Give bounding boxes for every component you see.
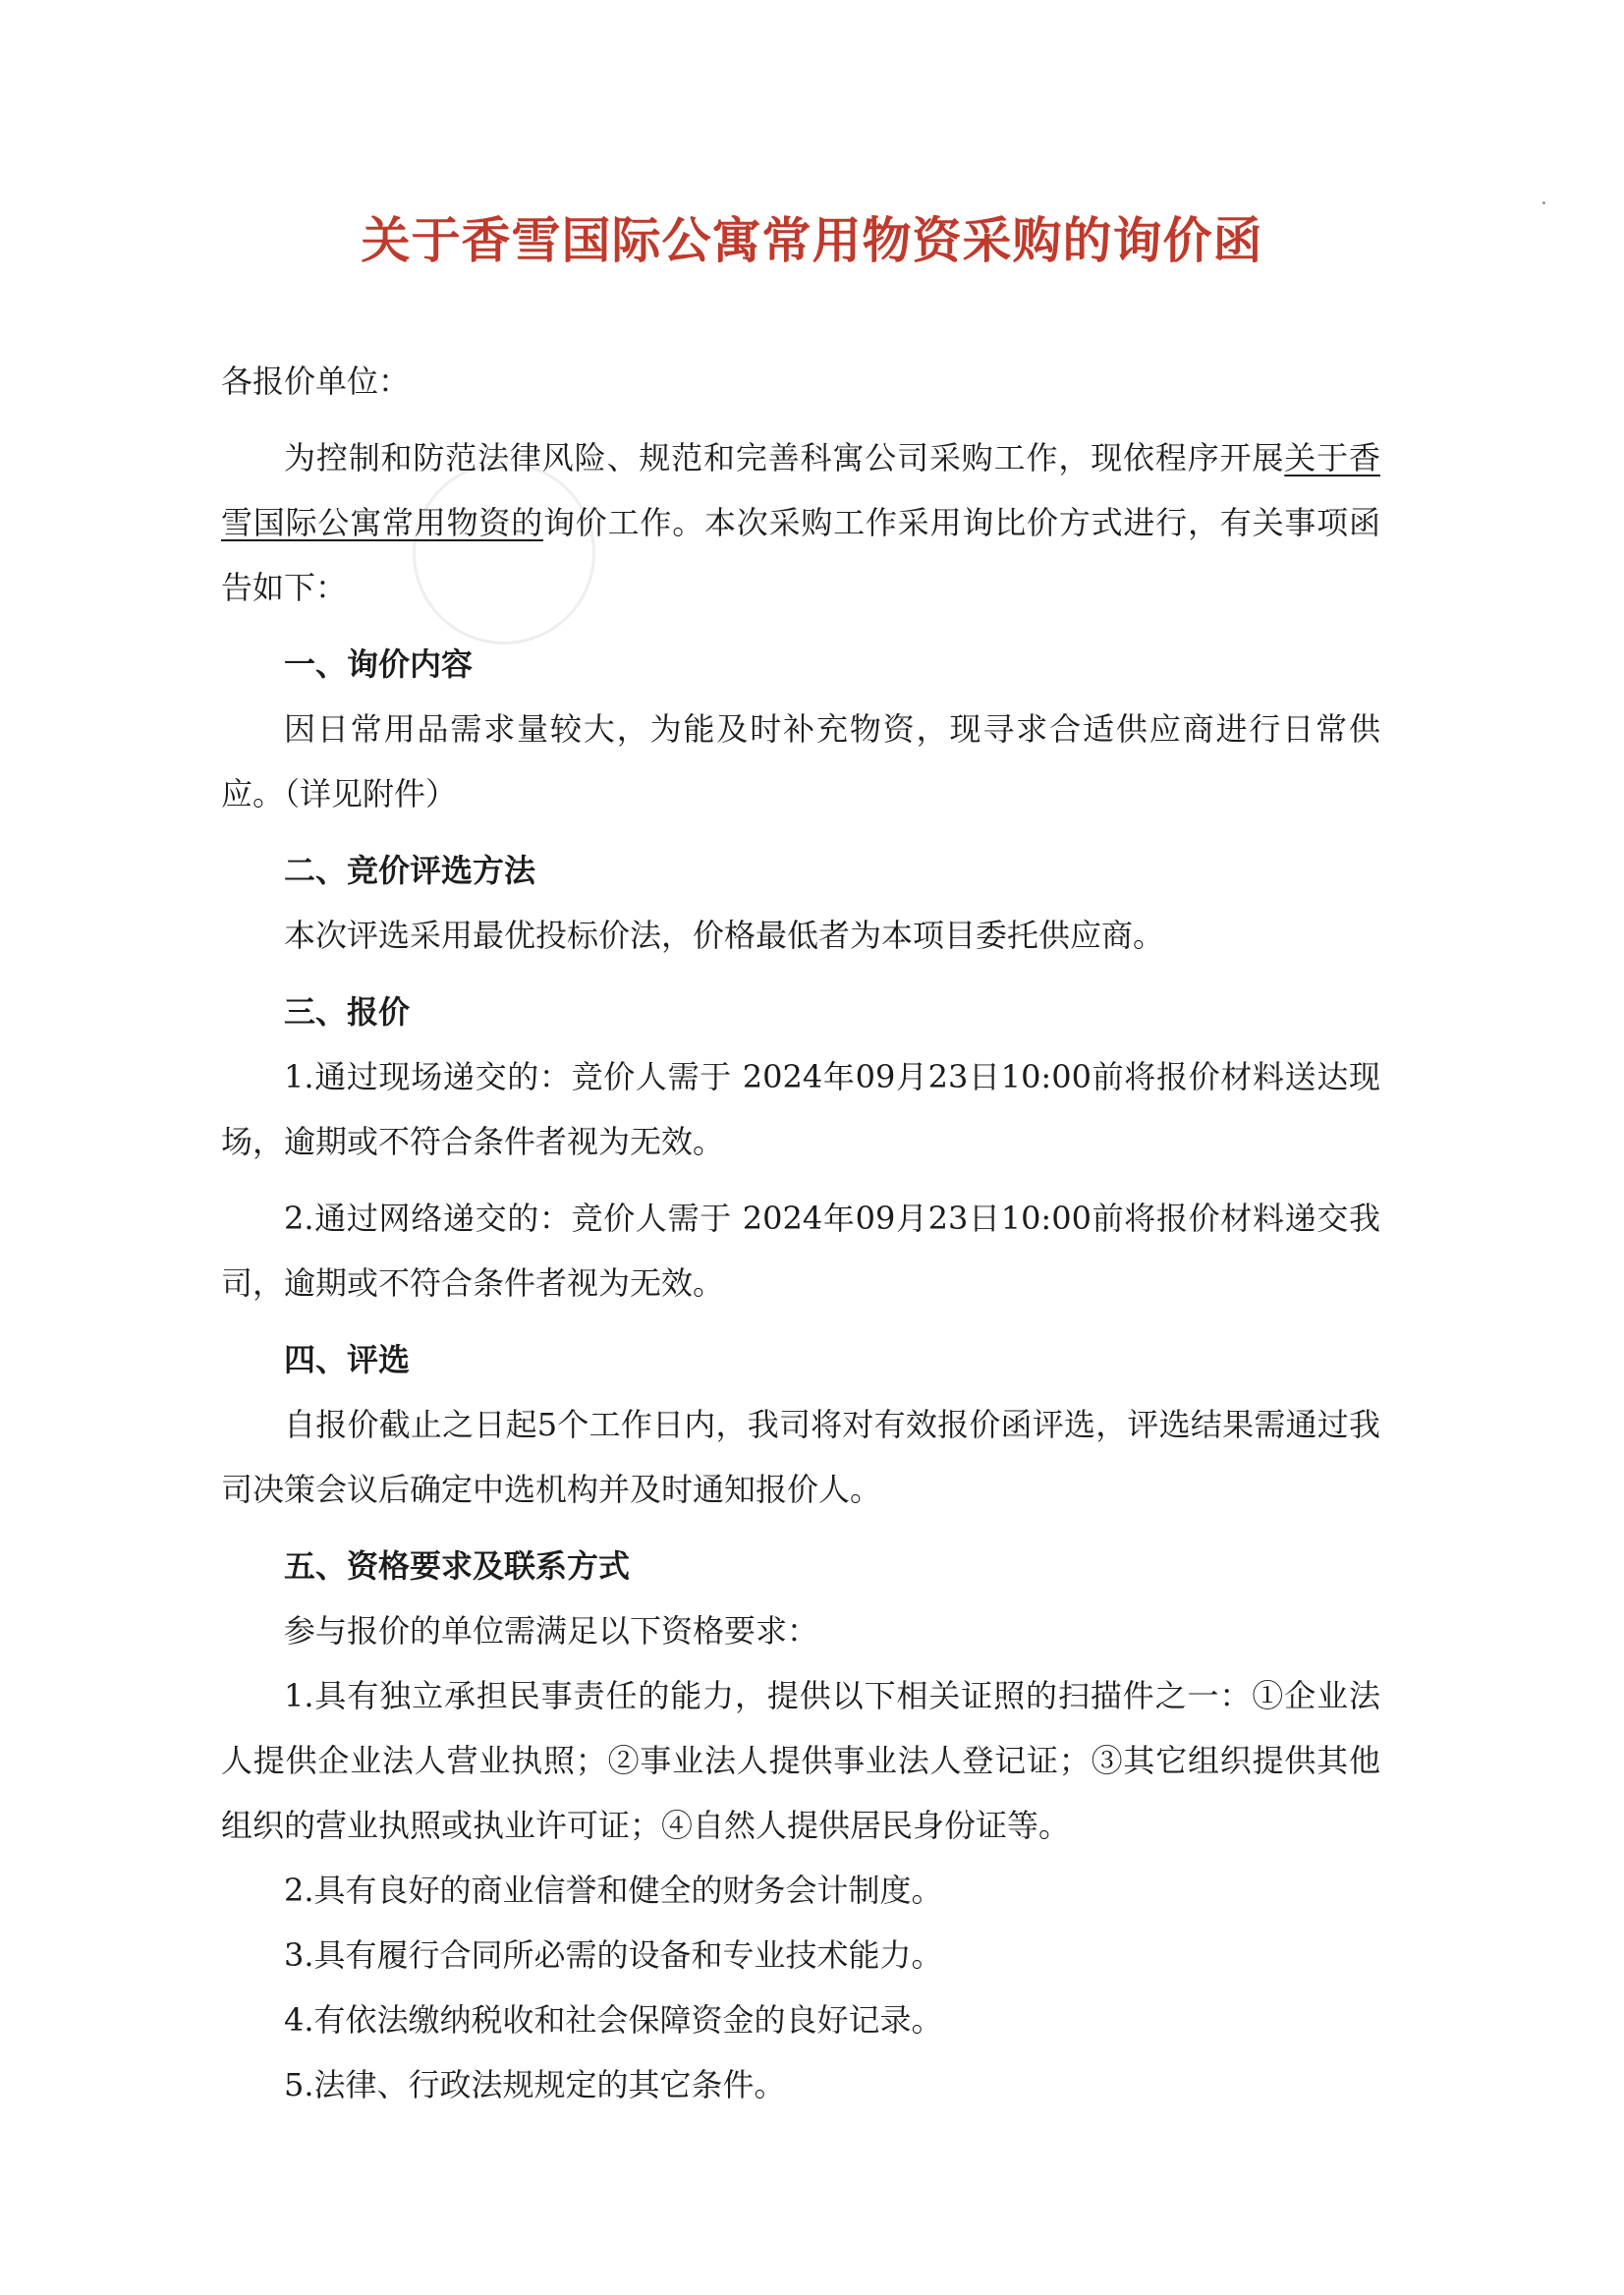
intro-paragraph xyxy=(221,425,1380,620)
section-5-intro: 参与报价的单位需满足以下资格要求： xyxy=(284,1612,819,1650)
section-5-requirement-3: 3.具有履行合同所必需的设备和专业技术能力。 xyxy=(284,1936,943,1974)
section-3-item-2: 2.通过网络递交的：竞价人需于 2024年09月23日10:00前将报价材料递交我司，逾期或不符合条件者视为无效。 xyxy=(221,1200,1380,1302)
intro-underlined-subject: 关于香雪国际公寓常用物资的 xyxy=(221,439,1380,541)
section-heading-1: 一、询价内容 xyxy=(284,645,474,683)
intro-text-after: 询价工作。本次采购工作采用询比价方式进行，有关事项函告如下： xyxy=(221,504,1380,606)
section-5-requirement-4: 4.有依法缴纳税收和社会保障资金的良好记录。 xyxy=(284,2001,943,2039)
section-5-requirement-2: 2.具有良好的商业信誉和健全的财务会计制度。 xyxy=(284,1872,943,1909)
section-5-requirement-1: 1.具有独立承担民事责任的能力，提供以下相关证照的扫描件之一：①企业法人提供企业法人营业执照；②事业法人提供事业法人登记证；③其它组织提供其他组织的营业执照或执业许可证；④自然人提供居民身份证等。 xyxy=(221,1677,1380,1844)
section-3-item-1: 1.通过现场递交的：竞价人需于 2024年09月23日10:00前将报价材料送达现场，逾期或不符合条件者视为无效。 xyxy=(221,1058,1380,1160)
section-2-paragraph: 本次评选采用最优投标价法，价格最低者为本项目委托供应商。 xyxy=(284,917,1165,954)
salutation: 各报价单位： xyxy=(221,363,411,400)
section-5-requirement-5: 5.法律、行政法规规定的其它条件。 xyxy=(284,2066,786,2103)
section-heading-5: 五、资格要求及联系方式 xyxy=(284,1547,631,1585)
section-heading-3: 三、报价 xyxy=(284,993,411,1031)
document-body xyxy=(221,349,1380,2117)
section-heading-2: 二、竞价评选方法 xyxy=(284,852,536,889)
section-heading-4: 四、评选 xyxy=(284,1341,411,1378)
intro-text-before: 为控制和防范法律风险、规范和完善科寓公司采购工作，现依程序开展 xyxy=(284,439,1285,476)
section-1-paragraph: 因日常用品需求量较大，为能及时补充物资，现寻求合适供应商进行日常供应。（详见附件） xyxy=(221,710,1380,812)
document-title: 关于香雪国际公寓常用物资采购的询价函 xyxy=(361,212,1263,269)
section-4-paragraph: 自报价截止之日起5个工作日内，我司将对有效报价函评选，评选结果需通过我司决策会议后确定中选机构并及时通知报价人。 xyxy=(221,1406,1380,1508)
